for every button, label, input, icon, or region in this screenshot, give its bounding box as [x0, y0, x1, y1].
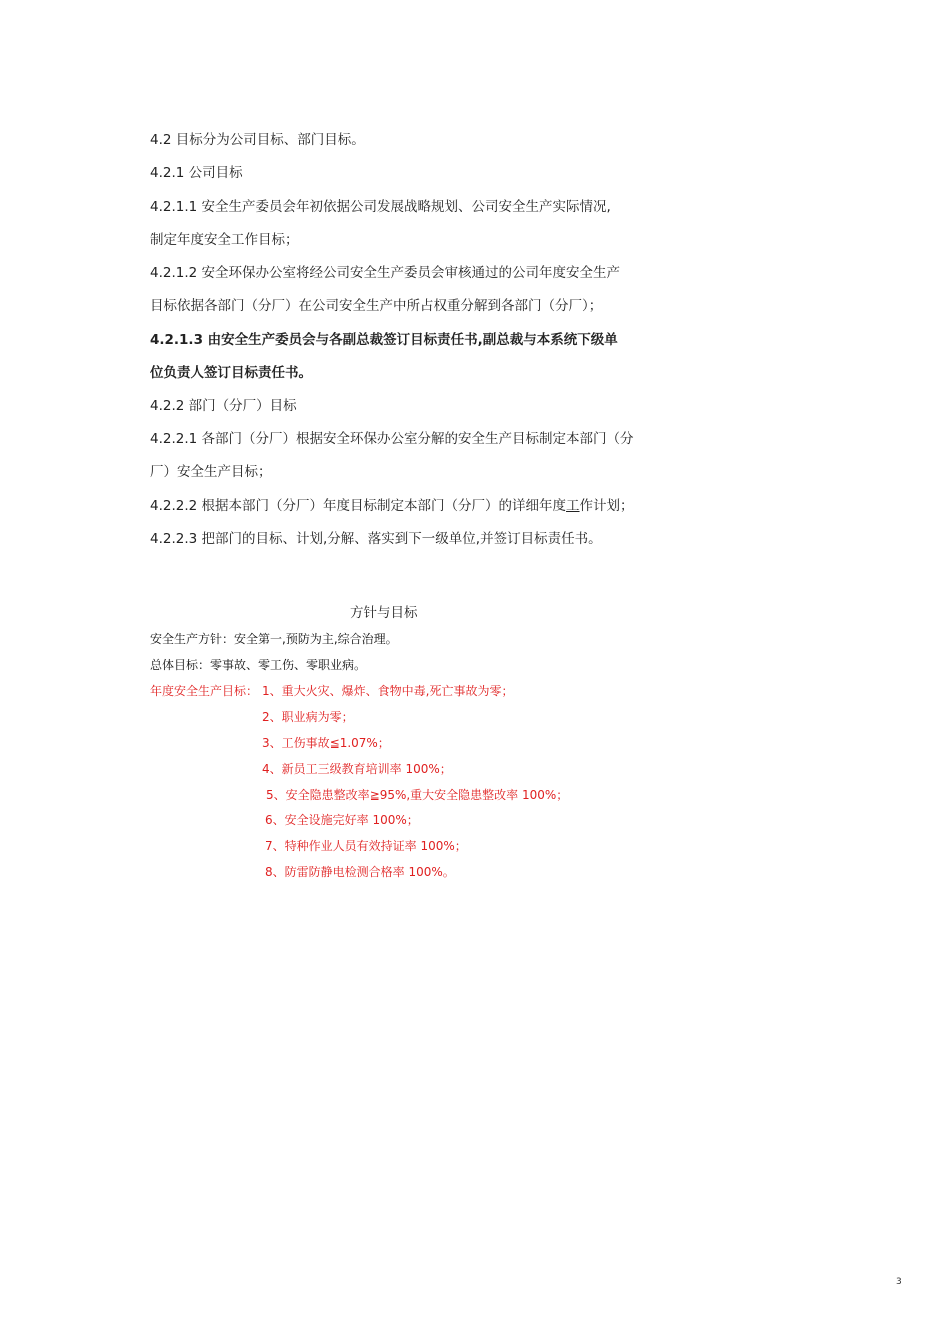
- text-line-4-2: 4.2 目标分为公司目标、部门目标。: [150, 132, 365, 148]
- text-line-4-2-2-2: [150, 497, 634, 515]
- annual-goal-item-7: 7、特种作业人员有效持证率 100%；: [265, 839, 467, 853]
- annual-goal-item-8: 8、防雷防静电检测合格率 100%。: [265, 865, 455, 879]
- annual-goal-item-6: 6、安全设施完好率 100%；: [265, 813, 419, 827]
- overall-goal-line: 总体目标：零事故、零工伤、零职业病。: [150, 658, 367, 672]
- annual-goal-item-4: 4、新员工三级教育培训率 100%；: [262, 762, 452, 776]
- text-line-4-2-2-2-underlined: 工: [566, 498, 580, 514]
- policy-title: 方针与目标: [350, 605, 418, 621]
- text-line-4-2-1: 4.2.1 公司目标: [150, 165, 243, 181]
- text-line-4-2-2-3: 4.2.2.3 把部门的目标、计划,分解、落实到下一级单位,并签订目标责任书。: [150, 531, 602, 547]
- text-line-4-2-2: 4.2.2 部门（分厂）目标: [150, 398, 297, 414]
- text-line-4-2-1-3-cont: 位负责人签订目标责任书。: [150, 365, 312, 381]
- page-number: 3: [896, 1277, 902, 1287]
- text-line-4-2-2-1: 4.2.2.1 各部门（分厂）根据安全环保办公室分解的安全生产目标制定本部门（分: [150, 431, 634, 447]
- annual-goal-item-3: 3、工伤事故≦1.07%；: [262, 736, 390, 750]
- text-line-4-2-1-1: 4.2.1.1 安全生产委员会年初依据公司发展战略规划、公司安全生产实际情况,: [150, 199, 611, 215]
- text-line-4-2-2-1-cont: 厂）安全生产目标；: [150, 464, 272, 480]
- annual-goal-item-5: 5、安全隐患整改率≧95%,重大安全隐患整改率 100%；: [266, 788, 569, 802]
- policy-line: 安全生产方针：安全第一,预防为主,综合治理。: [150, 632, 398, 646]
- annual-goal-item-1: 1、重大火灾、爆炸、食物中毒,死亡事故为零；: [262, 684, 514, 698]
- annual-goal-item-2: 2、职业病为零；: [262, 710, 354, 724]
- text-line-4-2-1-3: 4.2.1.3 由安全生产委员会与各副总裁签订目标责任书,副总裁与本系统下级单: [150, 332, 618, 348]
- text-line-4-2-1-2-cont: 目标依据各部门（分厂）在公司安全生产中所占权重分解到各部门（分厂）；: [150, 298, 603, 314]
- annual-goal-label: 年度安全生产目标：: [150, 684, 259, 698]
- text-line-4-2-2-2-post: 作计划；: [579, 498, 634, 514]
- text-line-4-2-2-2-pre: 4.2.2.2 根据本部门（分厂）年度目标制定本部门（分厂）的详细年度: [150, 498, 567, 514]
- text-line-4-2-1-2: 4.2.1.2 安全环保办公室将经公司安全生产委员会审核通过的公司年度安全生产: [150, 265, 621, 281]
- text-line-4-2-1-1-cont: 制定年度安全工作目标；: [150, 232, 299, 248]
